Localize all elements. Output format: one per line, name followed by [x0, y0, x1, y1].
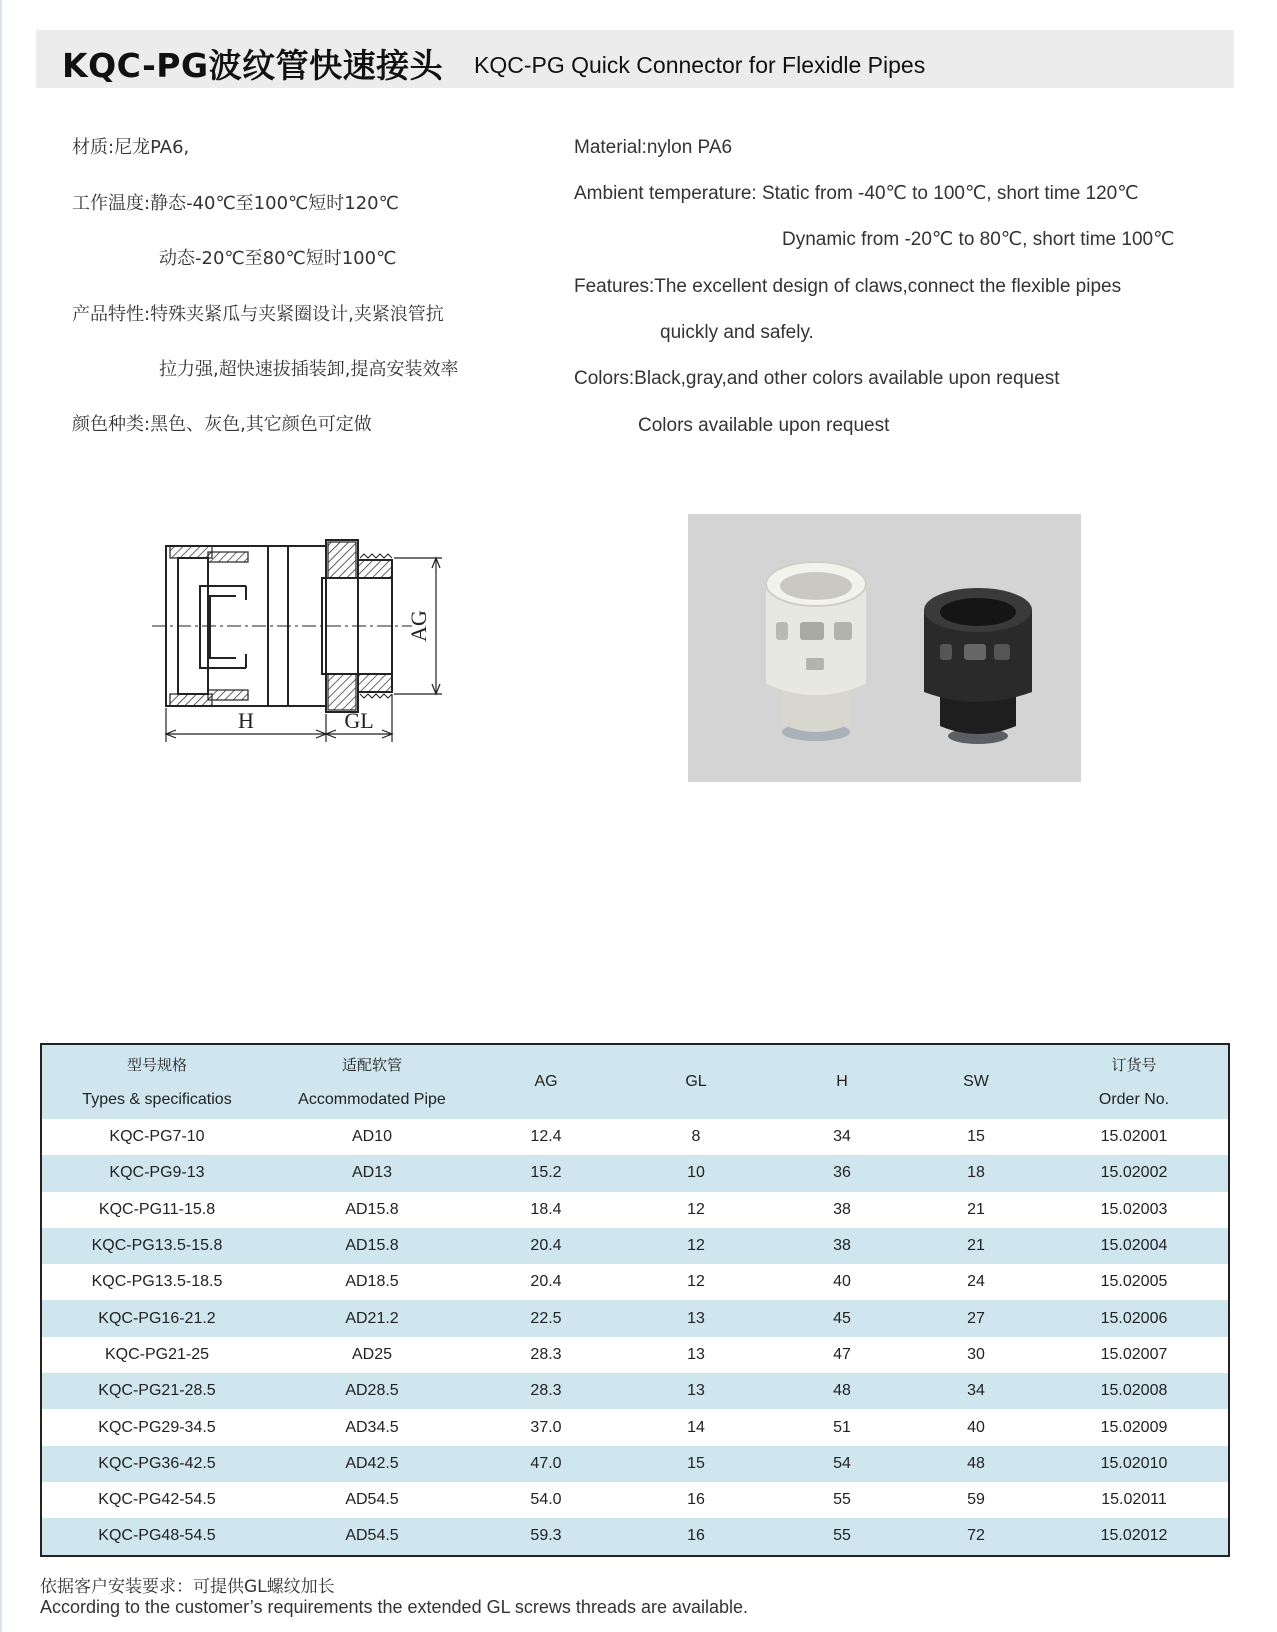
- dimension-label-gl: GL: [344, 708, 374, 733]
- cell-sw: 48: [912, 1446, 1040, 1482]
- cell-type: KQC-PG9-13: [42, 1155, 272, 1191]
- cell-h: 54: [772, 1446, 912, 1482]
- spec-cn-material: 材质:尼龙PA6,: [72, 137, 190, 158]
- product-photo: [688, 514, 1081, 782]
- spec-en-features-2: quickly and safely.: [660, 322, 814, 343]
- col-header-pipe-en: Accommodated Pipe: [298, 1090, 446, 1108]
- spec-en-temp-dynamic: Dynamic from -20℃ to 80℃, short time 100℃: [782, 229, 1175, 250]
- cell-gl: 12: [620, 1264, 772, 1300]
- cell-sw: 30: [912, 1337, 1040, 1373]
- cell-order: 15.02001: [1040, 1119, 1228, 1155]
- table-row: [42, 1300, 1228, 1336]
- spec-cn-features-1: 产品特性:特殊夹紧瓜与夹紧圈设计,夹紧浪管抗: [72, 304, 444, 325]
- cell-gl: 16: [620, 1518, 772, 1554]
- col-header-pipe-cn: 适配软管: [341, 1055, 402, 1074]
- table-row: [42, 1482, 1228, 1518]
- col-header-ag: AG: [472, 1045, 620, 1119]
- cell-order: 15.02006: [1040, 1300, 1228, 1336]
- cell-sw: 34: [912, 1373, 1040, 1409]
- cell-pipe: AD25: [272, 1337, 472, 1373]
- cell-type: KQC-PG7-10: [42, 1119, 272, 1155]
- cell-h: 36: [772, 1155, 912, 1191]
- cell-type: KQC-PG21-28.5: [42, 1373, 272, 1409]
- spec-en-colors-2: Colors available upon request: [638, 415, 890, 436]
- cell-ag: 15.2: [472, 1155, 620, 1191]
- cell-gl: 15: [620, 1446, 772, 1482]
- col-header-h: H: [772, 1045, 912, 1119]
- spec-cn-temp-static: 工作温度:静态-40℃至100℃短时120℃: [72, 193, 399, 214]
- cell-type: KQC-PG36-42.5: [42, 1446, 272, 1482]
- spec-cn-colors: 颜色种类:黑色、灰色,其它颜色可定做: [72, 414, 372, 435]
- table-row: [42, 1337, 1228, 1373]
- cell-order: 15.02012: [1040, 1518, 1228, 1554]
- spec-en-material: Material:nylon PA6: [574, 137, 733, 158]
- cell-order: 15.02004: [1040, 1228, 1228, 1264]
- page-title-en: KQC-PG Quick Connector for Flexidle Pipes: [474, 52, 926, 78]
- cell-type: KQC-PG13.5-15.8: [42, 1228, 272, 1264]
- cell-gl: 10: [620, 1155, 772, 1191]
- cell-order: 15.02010: [1040, 1446, 1228, 1482]
- cell-h: 40: [772, 1264, 912, 1300]
- table-row: [42, 1518, 1228, 1554]
- cell-h: 38: [772, 1228, 912, 1264]
- cell-ag: 12.4: [472, 1119, 620, 1155]
- col-header-type: [42, 1045, 272, 1119]
- col-header-order-en: Order No.: [1098, 1090, 1170, 1108]
- cell-type: KQC-PG21-25: [42, 1337, 272, 1373]
- cell-pipe: AD54.5: [272, 1482, 472, 1518]
- cell-gl: 12: [620, 1192, 772, 1228]
- cell-ag: 54.0: [472, 1482, 620, 1518]
- cell-type: KQC-PG42-54.5: [42, 1482, 272, 1518]
- cell-ag: 47.0: [472, 1446, 620, 1482]
- col-header-order: [1040, 1045, 1228, 1119]
- col-header-sw: SW: [912, 1045, 1040, 1119]
- table-row: [42, 1155, 1228, 1191]
- col-header-gl: GL: [620, 1045, 772, 1119]
- cell-ag: 18.4: [472, 1192, 620, 1228]
- cell-gl: 13: [620, 1373, 772, 1409]
- cell-type: KQC-PG29-34.5: [42, 1409, 272, 1445]
- connector-cross-section-drawing: [150, 528, 470, 778]
- cell-sw: 27: [912, 1300, 1040, 1336]
- cell-pipe: AD18.5: [272, 1264, 472, 1300]
- cell-sw: 15: [912, 1119, 1040, 1155]
- spec-cn-features-2: 拉力强,超快速拔插装卸,提高安装效率: [159, 359, 459, 380]
- dark-connector-image: [924, 588, 1032, 744]
- cell-sw: 21: [912, 1228, 1040, 1264]
- dimension-label-ag: AG: [406, 610, 431, 642]
- table-row: [42, 1264, 1228, 1300]
- cell-h: 51: [772, 1409, 912, 1445]
- cell-pipe: AD15.8: [272, 1192, 472, 1228]
- cell-order: 15.02003: [1040, 1192, 1228, 1228]
- table-row: [42, 1192, 1228, 1228]
- cell-ag: 28.3: [472, 1337, 620, 1373]
- spec-en-temp-static: Ambient temperature: Static from -40℃ to 100℃, short time 120℃: [574, 183, 1139, 204]
- cell-order: 15.02002: [1040, 1155, 1228, 1191]
- cell-ag: 22.5: [472, 1300, 620, 1336]
- cell-pipe: AD42.5: [272, 1446, 472, 1482]
- dimension-label-h: H: [238, 708, 254, 733]
- cell-type: KQC-PG16-21.2: [42, 1300, 272, 1336]
- table-row: [42, 1228, 1228, 1264]
- title-bar: [36, 30, 1234, 88]
- spec-cn-temp-dynamic: 动态-20℃至80℃短时100℃: [159, 248, 397, 269]
- page-title-cn: KQC-PG波纹管快速接头: [62, 46, 444, 85]
- cell-gl: 16: [620, 1482, 772, 1518]
- cell-h: 34: [772, 1119, 912, 1155]
- cell-h: 47: [772, 1337, 912, 1373]
- light-connector-image: [766, 562, 866, 741]
- cell-sw: 21: [912, 1192, 1040, 1228]
- page-left-rule: [0, 0, 2, 1632]
- cell-pipe: AD21.2: [272, 1300, 472, 1336]
- cell-h: 48: [772, 1373, 912, 1409]
- col-header-pipe: [272, 1045, 472, 1119]
- footer-note-en: According to the customer’s requirements the extended GL screws threads are available.: [40, 1597, 749, 1617]
- cell-pipe: AD10: [272, 1119, 472, 1155]
- cell-sw: 72: [912, 1518, 1040, 1554]
- spec-en-colors-1: Colors:Black,gray,and other colors available upon request: [574, 368, 1060, 389]
- col-header-type-cn: 型号规格: [126, 1055, 187, 1074]
- cell-pipe: AD54.5: [272, 1518, 472, 1554]
- cell-gl: 12: [620, 1228, 772, 1264]
- table-header-row: [42, 1045, 1228, 1119]
- cell-order: 15.02009: [1040, 1409, 1228, 1445]
- cell-gl: 13: [620, 1300, 772, 1336]
- cell-type: KQC-PG11-15.8: [42, 1192, 272, 1228]
- table-row: [42, 1446, 1228, 1482]
- cell-h: 45: [772, 1300, 912, 1336]
- cell-gl: 13: [620, 1337, 772, 1373]
- table-row: [42, 1373, 1228, 1409]
- cell-type: KQC-PG13.5-18.5: [42, 1264, 272, 1300]
- table-row: [42, 1119, 1228, 1155]
- footer-note-cn: 依据客户安装要求：可提供GL螺纹加长: [40, 1577, 335, 1597]
- cell-pipe: AD28.5: [272, 1373, 472, 1409]
- cell-sw: 40: [912, 1409, 1040, 1445]
- cell-pipe: AD34.5: [272, 1409, 472, 1445]
- cell-order: 15.02011: [1040, 1482, 1228, 1518]
- cell-ag: 37.0: [472, 1409, 620, 1445]
- cell-h: 55: [772, 1518, 912, 1554]
- cell-ag: 28.3: [472, 1373, 620, 1409]
- cell-ag: 20.4: [472, 1264, 620, 1300]
- table-body: [42, 1119, 1228, 1555]
- cell-order: 15.02008: [1040, 1373, 1228, 1409]
- cell-type: KQC-PG48-54.5: [42, 1518, 272, 1554]
- table-row: [42, 1409, 1228, 1445]
- cell-pipe: AD13: [272, 1155, 472, 1191]
- cell-h: 55: [772, 1482, 912, 1518]
- cell-h: 38: [772, 1192, 912, 1228]
- cell-ag: 59.3: [472, 1518, 620, 1554]
- cell-gl: 14: [620, 1409, 772, 1445]
- col-header-type-en: Types & specificatios: [82, 1090, 232, 1108]
- col-header-order-cn: 订货号: [1111, 1055, 1157, 1074]
- cell-gl: 8: [620, 1119, 772, 1155]
- spec-en-features-1: Features:The excellent design of claws,connect the flexible pipes: [574, 276, 1122, 297]
- spec-table: [40, 1043, 1230, 1557]
- cell-sw: 18: [912, 1155, 1040, 1191]
- cell-order: 15.02007: [1040, 1337, 1228, 1373]
- cell-ag: 20.4: [472, 1228, 620, 1264]
- cell-order: 15.02005: [1040, 1264, 1228, 1300]
- cell-sw: 59: [912, 1482, 1040, 1518]
- cell-pipe: AD15.8: [272, 1228, 472, 1264]
- cell-sw: 24: [912, 1264, 1040, 1300]
